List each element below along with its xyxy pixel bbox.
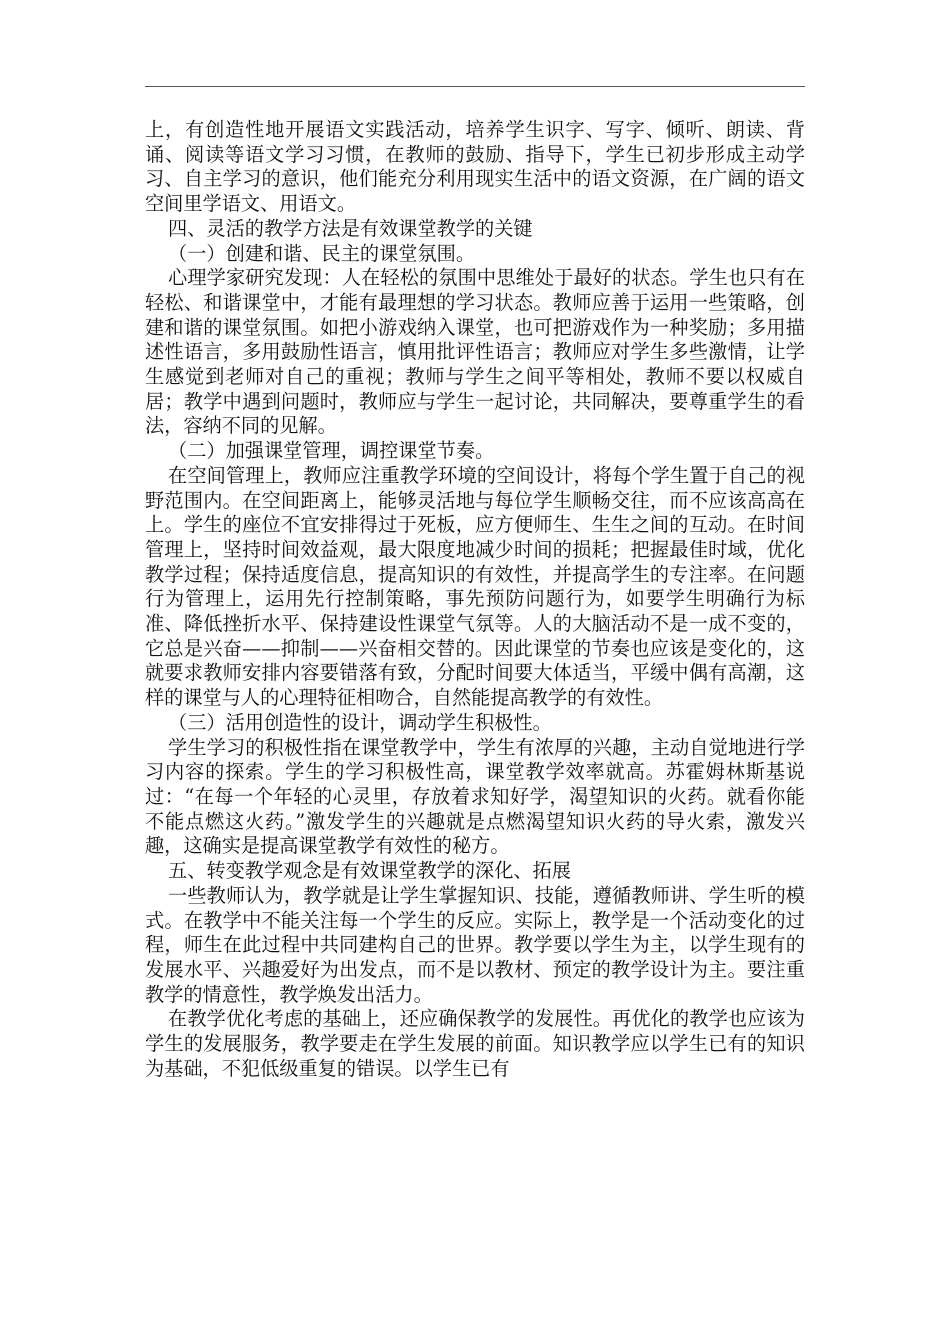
subheading-4-3: （三）活用创造性的设计，调动学生积极性。 xyxy=(168,710,552,734)
paragraph-classroom-management: 在空间管理上，教师应注重教学环境的空间设计，将每个学生置于自己的视野范围内。在空间距离上，能够灵活地与每位学生顺畅交往，而不应该高高在上。学生的座位不宜安排得过于死板，应方便师生、生生之间的互动。在时间管理上，坚持时间效益观，最大限度地减少时间的损耗；把握最佳时域，优化教学过程；保持适度信息，提高知识的有效性，并提高学生的专注率。在问题行为管理上，运用先行控制策略，事先预防问题行为，如要学生明确行为标准、降低挫折水平、保持建设性课堂气氛等。人的大脑活动不是一成不变的，它总是兴奋——抑制——兴奋相交替的。因此课堂的节奏也应该是变化的，这就要求教师安排内容要错落有致，分配时间要大体适当，平缓中偶有高潮，这样的课堂与人的心理特征相吻合，自然能提高教学的有效性。 xyxy=(145,463,805,710)
subheading-4-1: （一）创建和谐、民主的课堂氛围。 xyxy=(168,241,476,265)
paragraph-atmosphere: 心理学家研究发现：人在轻松的氛围中思维处于最好的状态。学生也只有在轻松、和谐课堂中，才能有最理想的学习状态。教师应善于运用一些策略，创建和谐的课堂氛围。如把小游戏纳入课堂，也可把游戏作为一种奖励；多用描述性语言，多用鼓励性语言，慎用批评性语言；教师应对学生多些激情，让学生感觉到老师对自己的重视；教师与学生之间平等相处，教师不要以权威自居；教学中遇到问题时，教师应与学生一起讨论，共同解决，要尊重学生的看法，容纳不同的见解。 xyxy=(145,266,805,438)
subheading-4-2: （二）加强课堂管理，调控课堂节奏。 xyxy=(168,439,495,463)
paragraph-teaching-development: 在教学优化考虑的基础上，还应确保教学的发展性。再优化的教学也应该为学生的发展服务，教学要走在学生发展的前面。知识教学应以学生已有的知识为基础，不犯低级重复的错误。以学生已有 xyxy=(145,1007,805,1080)
paragraph-teaching-concepts: 一些教师认为，教学就是让学生掌握知识、技能，遵循教师讲、学生听的模式。在教学中不能关注每一个学生的反应。实际上，教学是一个活动变化的过程，师生在此过程中共同建构自己的世界。教学要以学生为主，以学生现有的发展水平、兴趣爱好为出发点，而不是以教材、预定的教学设计为主。要注重教学的情意性，教学焕发出活力。 xyxy=(145,883,805,1006)
section-heading-5: 五、转变教学观念是有效课堂教学的深化、拓展 xyxy=(168,859,571,883)
document-body xyxy=(145,118,805,1081)
section-heading-4: 四、灵活的教学方法是有效课堂教学的关键 xyxy=(168,216,533,240)
paragraph-continuation: 上，有创造性地开展语文实践活动，培养学生识字、写字、倾听、朗读、背诵、阅读等语文学习习惯，在教师的鼓励、指导下，学生已初步形成主动学习、自主学习的意识，他们能充分利用现实生活中的语文资源，在广阔的语文空间里学语文、用语文。 xyxy=(145,118,805,216)
header-rule xyxy=(145,86,805,87)
paragraph-student-motivation: 学生学习的积极性指在课堂教学中，学生有浓厚的兴趣，主动自觉地进行学习内容的探索。学生的学习积极性高，课堂教学效率就高。苏霍姆林斯基说过：“在每一个年轻的心灵里，存放着求知好学，渴望知识的火药。就看你能不能点燃这火药。”激发学生的兴趣就是点燃渴望知识火药的导火索，激发兴趣，这确实是提高课堂教学有效性的秘方。 xyxy=(145,735,805,858)
